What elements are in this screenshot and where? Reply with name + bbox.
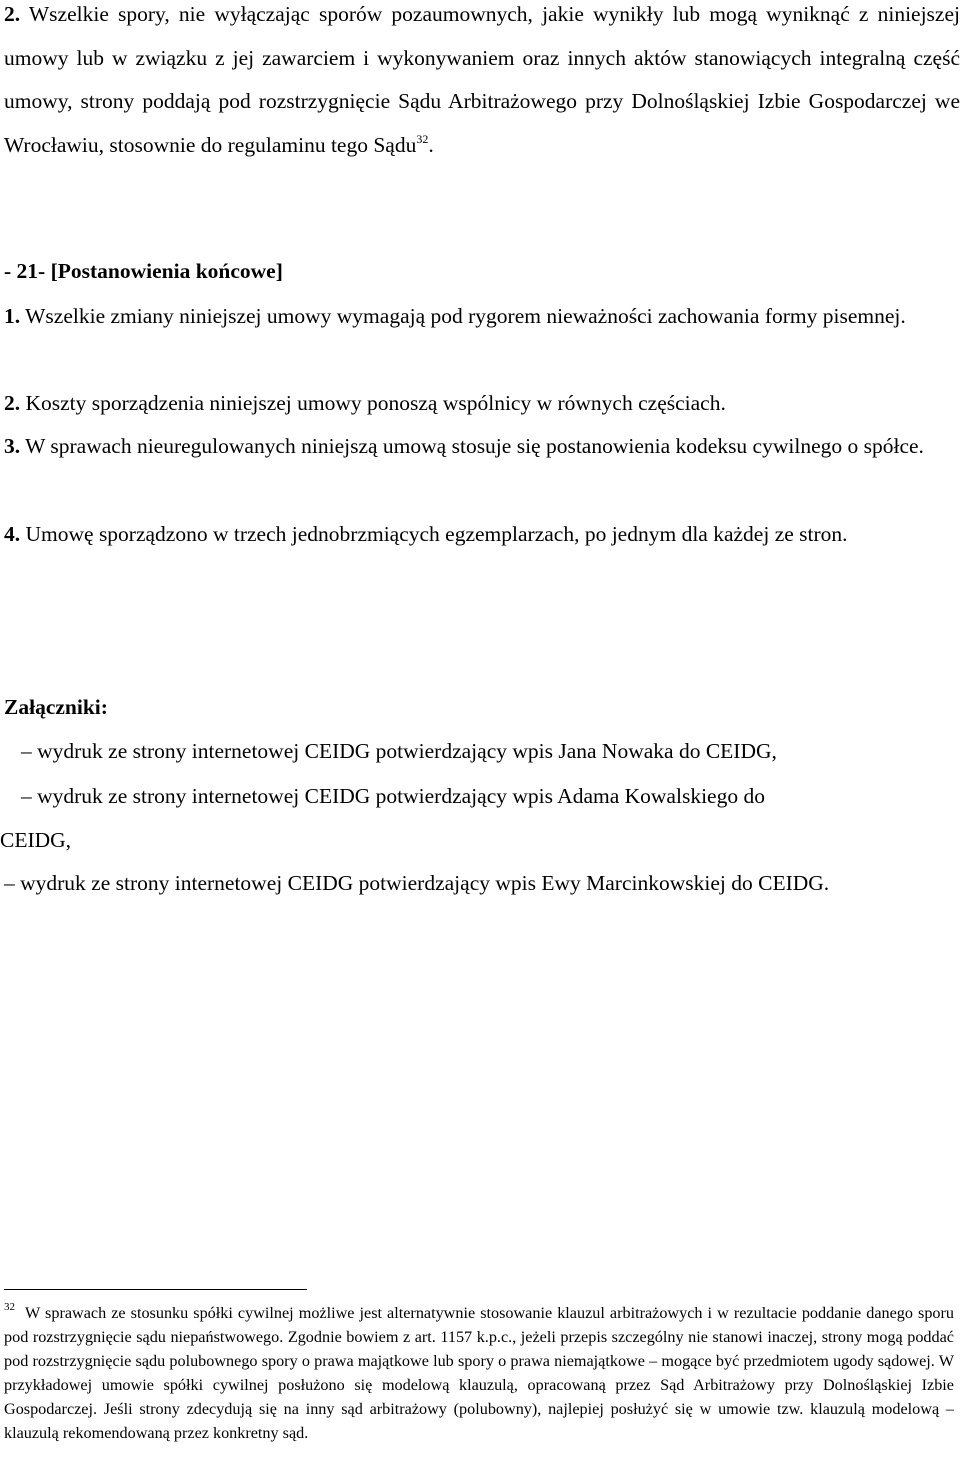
item-number: 2. [4,2,21,26]
item-number: 3. [4,434,21,458]
item-text: Umowę sporządzono w trzech jednobrzmiących egzemplarzach, po jednym dla każdej ze stron. [25,522,848,546]
footnote [4,1301,954,1445]
footnote-separator [4,1289,307,1290]
attachments-title: Załączniki: [4,695,108,719]
item-number: 4. [4,522,21,546]
item-text: W sprawach nieuregulowanych niniejszą umową stosuje się postanowienia kodeksu cywilnego o spółce. [25,434,924,458]
attachment-line: – wydruk ze strony internetowej CEIDG potwierdzający wpis Adama Kowalskiego do [21,784,765,808]
attachment-line-continuation: CEIDG, [0,827,72,852]
footnote-reference[interactable]: 32 [416,131,429,146]
list-item [4,295,960,339]
footnote-number: 32 [4,1301,15,1313]
section-heading: - 21- [Postanowienia końcowe] [4,259,283,283]
paragraph-end: . [428,132,434,157]
item-number: 2. [4,391,21,415]
item-text: Koszty sporządzenia niniejszej umowy ponoszą wspólnicy w równych częściach. [25,391,726,415]
footnote-text: W sprawach ze stosunku spółki cywilnej możliwe jest alternatywnie stosowanie klauzul arbitrażowych i w rezultacie poddanie danego sporu pod rozstrzygnięcie sądu niepaństwowego. Zgodnie bowiem z art. 1157 k.p.c., jeżeli przepis szczególny nie stanowi inaczej, strony mogą poddać pod rozstrzygnięcie sądu polubownego spory o prawa majątkowe lub spory o prawa niemajątkowe – mogące być przedmiotem ugody sądowej. W przykładowej umowie spółki cywilnej posłużono się modelową klauzulą, opracowaną przez Sąd Arbitrażowy przy Dolnośląskiej Izbie Gospodarczej. Jeśli strony zdecydują się na inny sąd arbitrażowy (polubowny), najlepiej posłużyć się w umowie tzw. klauzulą modelową – klauzulą rekomendowaną przez konkretny sąd. [4,1304,954,1442]
item-text: Wszelkie zmiany niniejszej umowy wymagają pod rygorem nieważności zachowania formy pisemnej. [25,304,906,328]
item-number: 1. [4,304,21,328]
attachment-item: – wydruk ze strony internetowej CEIDG potwierdzający wpis Ewy Marcinkowskiej do CEIDG. [4,871,830,895]
list-item [4,425,960,469]
paragraph-arbitration [4,0,960,167]
list-item [4,513,960,557]
attachment-item [0,775,960,862]
paragraph-text: Wszelkie spory, nie wyłączając sporów pozaumownych, jakie wynikły lub mogą wyniknąć z niniejszej umowy lub w związku z jej zawarciem i wykonywaniem oraz innych aktów stanowiących integralną część umowy, strony poddają pod rozstrzygnięcie Sądu Arbitrażowego przy Dolnośląskiej Izbie Gospodarczej we Wrocławiu, stosownie do regulaminu tego Sądu [4,2,960,157]
attachment-item: – wydruk ze strony internetowej CEIDG potwierdzający wpis Jana Nowaka do CEIDG, [21,739,777,763]
list-item [4,382,960,426]
